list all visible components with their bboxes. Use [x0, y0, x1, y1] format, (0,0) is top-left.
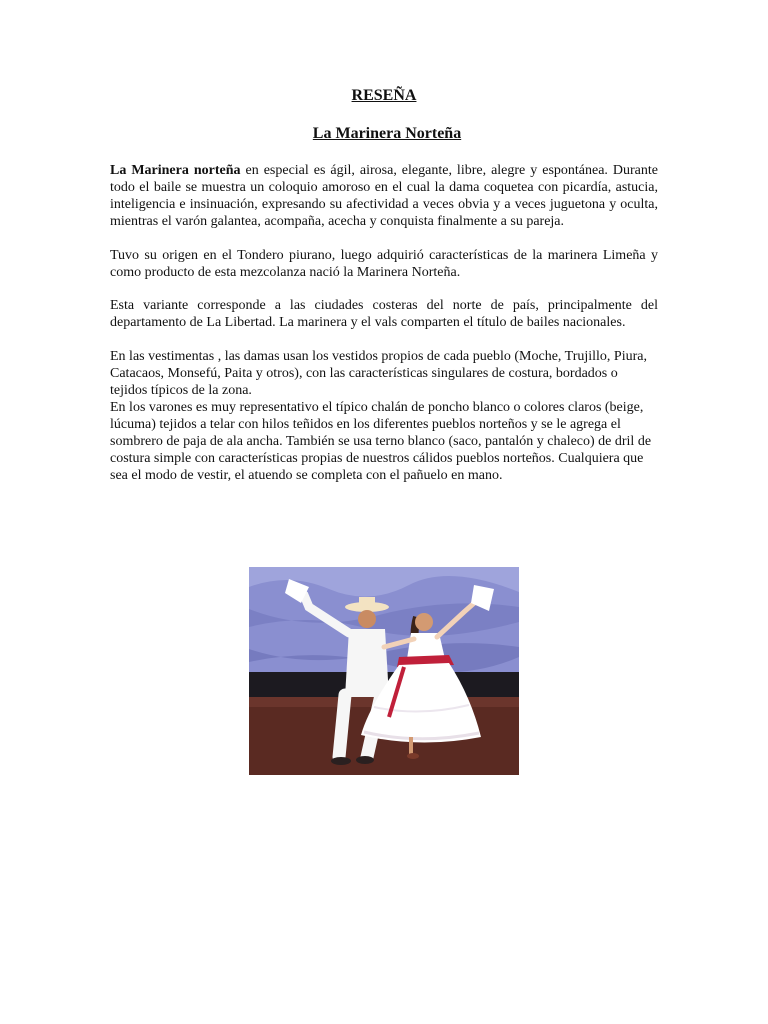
document-body [110, 163, 658, 502]
dancers-illustration [249, 567, 519, 775]
paragraph-men-attire: En los varones es muy representativo el típico chalán de poncho blanco o colores claros (beige, lúcuma) tejidos a telar con hilos teñidos en los diferentes pueblos norteños y se le agrega el sombrero de paja de ala ancha. También se usa terno blanco (saco, pantalón y chaleco) de dril de costura simple con características propias de nuestros cálidos pueblos norteños. Cualquiera que sea el modo de vestir, el atuendo se completa con el pañuelo en mano. [110, 399, 652, 483]
dancers-photo [249, 567, 519, 775]
paragraph-origin: Tuvo su origen en el Tondero piurano, luego adquirió características de la marinera Limeña y como producto de esta mezcolanza nació la Marinera Norteña. [110, 247, 658, 280]
paragraph-intro-bold: La Marinera norteña [110, 163, 241, 178]
paragraph-region: Esta variante corresponde a las ciudades costeras del norte de país, principalmente del departamento de La Libertad. La marinera y el vals comparten el título de bailes nacionales. [110, 298, 658, 331]
document-title: RESEÑA [351, 87, 417, 104]
paragraph-intro [110, 163, 658, 231]
paragraph-intro-text: en especial es ágil, airosa, elegante, libre, alegre y espontánea. Durante todo el baile se muestra un coloquio amoroso en el cual la dama coquetea con picardía, astucia, inteligencia e insinuación, expresando su afectividad a veces obvia y a veces juguetona y oculta, mientras el varón galantea, acompaña, acecha y conquista finalmente a su pareja. [110, 163, 659, 229]
document-subtitle: La Marinera Norteña [312, 125, 462, 142]
paragraph-women-attire: En las vestimentas , las damas usan los vestidos propios de cada pueblo (Moche, Trujillo, Piura, Catacaos, Monsefú, Paita y otros), con las características singulares de costura, bordados o tejidos típicos de la zona. [110, 349, 647, 399]
